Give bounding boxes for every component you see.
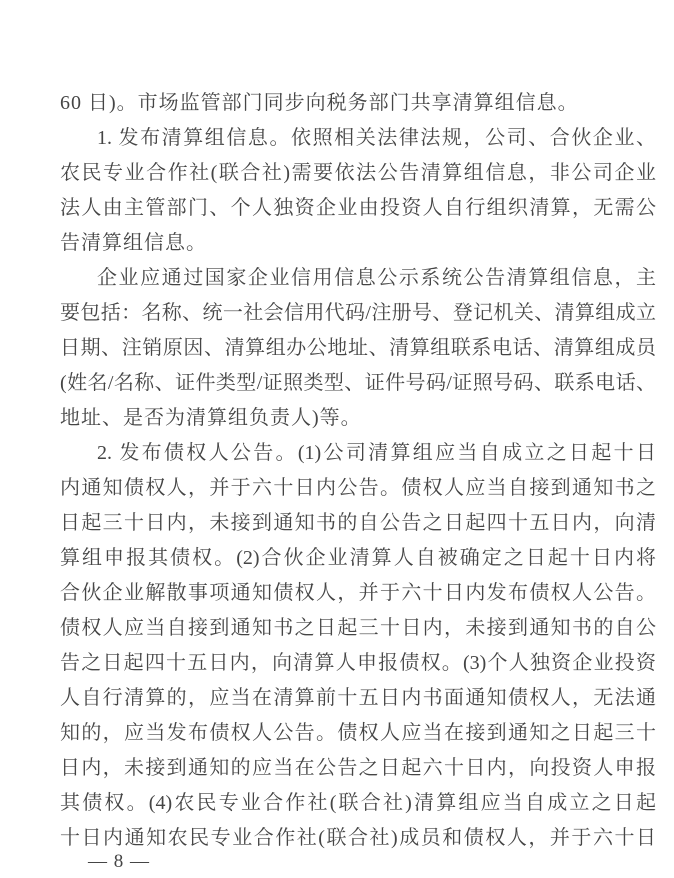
text-line-13: 日起三十日内，未接到通知书的自公告之日起四十五日内，向清 xyxy=(60,512,656,534)
page-number: — 8 — xyxy=(88,851,150,872)
text-line-21: 其债权。(4)农民专业合作社(联合社)清算组应当自成立之日起 xyxy=(60,792,656,814)
text-line-3: 农民专业合作社(联合社)需要依法公告清算组信息，非公司企业 xyxy=(60,162,656,184)
text-line-22: 十日内通知农民专业合作社(联合社)成员和债权人，并于六十日 xyxy=(60,827,656,849)
text-line-6: 企业应通过国家企业信用信息公示系统公告清算组信息，主 xyxy=(97,267,656,289)
text-line-14: 算组申报其债权。(2)合伙企业清算人自被确定之日起十日内将 xyxy=(60,547,656,569)
text-line-20: 日内，未接到通知的应当在公告之日起六十日内，向投资人申报 xyxy=(60,757,656,779)
body-text-block xyxy=(60,86,656,856)
text-line-10: 地址、是否为清算组负责人)等。 xyxy=(60,407,362,429)
text-line-11: 2. 发布债权人公告。(1)公司清算组应当自成立之日起十日 xyxy=(97,442,656,464)
text-line-15: 合伙企业解散事项通知债权人，并于六十日内发布债权人公告。 xyxy=(60,582,656,604)
text-line-7: 要包括：名称、统一社会信用代码/注册号、登记机关、清算组成立 xyxy=(60,302,656,324)
text-line-5: 告清算组信息。 xyxy=(60,232,207,254)
text-line-4: 法人由主管部门、个人独资企业由投资人自行组织清算，无需公 xyxy=(60,197,656,219)
text-line-12: 内通知债权人，并于六十日内公告。债权人应当自接到通知书之 xyxy=(60,477,656,499)
text-line-17: 告之日起四十五日内，向清算人申报债权。(3)个人独资企业投资 xyxy=(60,652,656,674)
text-line-8: 日期、注销原因、清算组办公地址、清算组联系电话、清算组成员 xyxy=(60,337,656,359)
text-line-2: 1. 发布清算组信息。依照相关法律法规，公司、合伙企业、 xyxy=(97,127,656,149)
text-line-18: 人自行清算的，应当在清算前十五日内书面通知债权人，无法通 xyxy=(60,687,656,709)
text-line-1: 60 日)。市场监管部门同步向税务部门共享清算组信息。 xyxy=(60,92,579,114)
text-line-19: 知的，应当发布债权人公告。债权人应当在接到通知之日起三十 xyxy=(60,722,656,744)
text-line-9: (姓名/名称、证件类型/证照类型、证件号码/证照号码、联系电话、 xyxy=(60,372,656,394)
text-line-16: 债权人应当自接到通知书之日起三十日内，未接到通知书的自公 xyxy=(60,617,656,639)
